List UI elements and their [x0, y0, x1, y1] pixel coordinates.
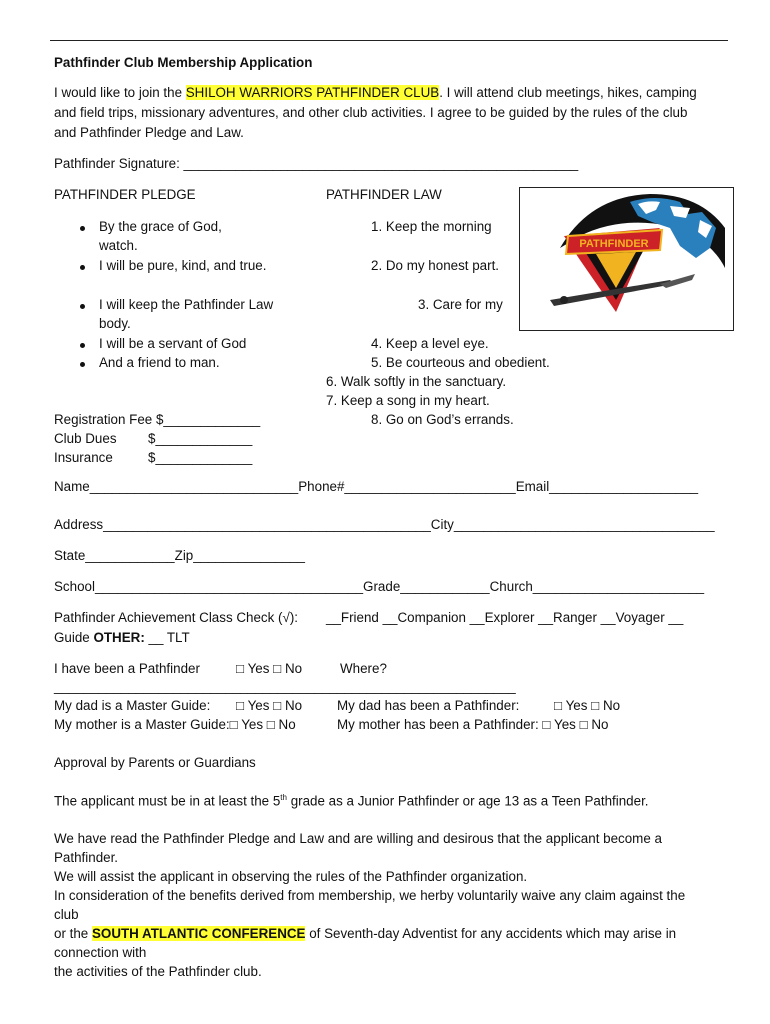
- consent-line: the activities of the Pathfinder club.: [54, 964, 262, 979]
- consent-line: We have read the Pathfinder Pledge and Law and are willing and desirous that the applicant become a: [54, 831, 662, 846]
- signature-field[interactable]: Pathfinder Signature: _____________________________________________________: [54, 156, 579, 171]
- age-requirement: [54, 793, 649, 808]
- address-city-row[interactable]: Address____________________________________________City___________________________________: [54, 517, 715, 532]
- insurance-label: Insurance: [54, 450, 113, 465]
- consent-line: We will assist the applicant in observing the rules of the Pathfinder organization.: [54, 869, 528, 884]
- pathfinder-logo: [519, 187, 734, 331]
- consent-line: [54, 926, 676, 941]
- intro-line-1: [54, 85, 697, 100]
- mother-pathfinder-row[interactable]: My mother has been a Pathfinder: □ Yes □ No: [337, 717, 609, 732]
- consent-line: Pathfinder.: [54, 850, 119, 865]
- achievement-label: Pathfinder Achievement Class Check (√):: [54, 610, 299, 625]
- consent-line: In consideration of the benefits derived from membership, we herby voluntarily waive any claim against the: [54, 888, 686, 903]
- registration-fee-field[interactable]: Registration Fee $_____________: [54, 412, 261, 427]
- pledge-item: I will keep the Pathfinder Law: [99, 297, 274, 312]
- where-field[interactable]: ______________________________________________________________: [54, 679, 516, 694]
- guide-option[interactable]: Guide: [54, 630, 94, 645]
- tlt-option[interactable]: __ TLT: [144, 630, 190, 645]
- insurance-field[interactable]: $_____________: [148, 450, 253, 465]
- law-item: 4. Keep a level eye.: [371, 336, 489, 351]
- logo-text: PATHFINDER: [579, 238, 649, 250]
- pledge-item: I will be pure, kind, and true.: [99, 258, 267, 273]
- club-dues-field[interactable]: $_____________: [148, 431, 253, 446]
- name-phone-email-row[interactable]: Name____________________________Phone#_______________________Email____________________: [54, 479, 699, 494]
- form-title: Pathfinder Club Membership Application: [54, 55, 313, 70]
- law-heading: PATHFINDER LAW: [326, 187, 442, 202]
- pledge-item: watch.: [99, 238, 138, 253]
- bullet-icon: [80, 226, 85, 231]
- bullet-icon: [80, 343, 85, 348]
- pledge-item: By the grace of God,: [99, 219, 222, 234]
- law-item: 8. Go on God’s errands.: [371, 412, 514, 427]
- mother-master-guide-row[interactable]: My mother is a Master Guide:□ Yes □ No: [54, 717, 296, 732]
- law-item: 1. Keep the morning: [371, 219, 492, 234]
- bullet-icon: [80, 304, 85, 309]
- club-dues-label: Club Dues: [54, 431, 117, 446]
- pledge-item: body.: [99, 316, 131, 331]
- dad-pathfinder-checkboxes[interactable]: □ Yes □ No: [554, 698, 621, 713]
- achievement-options[interactable]: __Friend __Companion __Explorer __Ranger __Voyager __: [326, 610, 684, 625]
- intro-line-2: and field trips, missionary adventures, and other club activities. I agree to be guided by the rules of the club: [54, 105, 688, 120]
- law-item: 6. Walk softly in the sanctuary.: [326, 374, 507, 389]
- bullet-icon: [80, 265, 85, 270]
- age-sup: th: [280, 793, 287, 802]
- law-item: 2. Do my honest part.: [371, 258, 500, 273]
- pathfinder-emblem-icon: [520, 188, 733, 330]
- law-item: 7. Keep a song in my heart.: [326, 393, 490, 408]
- approval-heading: Approval by Parents or Guardians: [54, 755, 256, 770]
- law-item: 3. Care for my: [418, 297, 503, 312]
- state-zip-row[interactable]: State____________Zip_______________: [54, 548, 305, 563]
- conference-name: SOUTH ATLANTIC CONFERENCE: [91, 926, 306, 941]
- age-pre: The applicant must be in at least the 5: [54, 793, 281, 809]
- school-grade-church-row[interactable]: School____________________________________Grade____________Church_______________________: [54, 579, 705, 594]
- dad-master-guide-checkboxes[interactable]: □ Yes □ No: [236, 698, 303, 713]
- pledge-heading: PATHFINDER PLEDGE: [54, 187, 196, 202]
- bullet-icon: [80, 362, 85, 367]
- dad-pathfinder-label: My dad has been a Pathfinder:: [337, 698, 520, 713]
- been-pathfinder-label: I have been a Pathfinder: [54, 661, 200, 676]
- other-label: OTHER:: [93, 630, 145, 645]
- consent-line: connection with: [54, 945, 147, 960]
- club-name: SHILOH WARRIORS PATHFINDER CLUB: [185, 85, 440, 100]
- been-pathfinder-checkboxes[interactable]: □ Yes □ No: [236, 661, 303, 676]
- top-rule: [50, 40, 728, 41]
- consent-line: club: [54, 907, 79, 922]
- p6-post: of Seventh-day Adventist for any accidents which may arise in: [305, 926, 677, 941]
- intro-pre: I would like to join the: [54, 85, 186, 100]
- where-label: Where?: [340, 661, 387, 676]
- intro-line-3: and Pathfinder Pledge and Law.: [54, 125, 244, 140]
- law-item: 5. Be courteous and obedient.: [371, 355, 550, 370]
- p6-pre: or the: [54, 926, 92, 941]
- achievement-line-2[interactable]: [54, 630, 190, 645]
- intro-post: . I will attend club meetings, hikes, camping: [439, 85, 697, 100]
- age-post: grade as a Junior Pathfinder or age 13 as a Teen Pathfinder.: [286, 793, 649, 809]
- pledge-item: And a friend to man.: [99, 355, 220, 370]
- pledge-item: I will be a servant of God: [99, 336, 247, 351]
- dad-master-guide-label: My dad is a Master Guide:: [54, 698, 211, 713]
